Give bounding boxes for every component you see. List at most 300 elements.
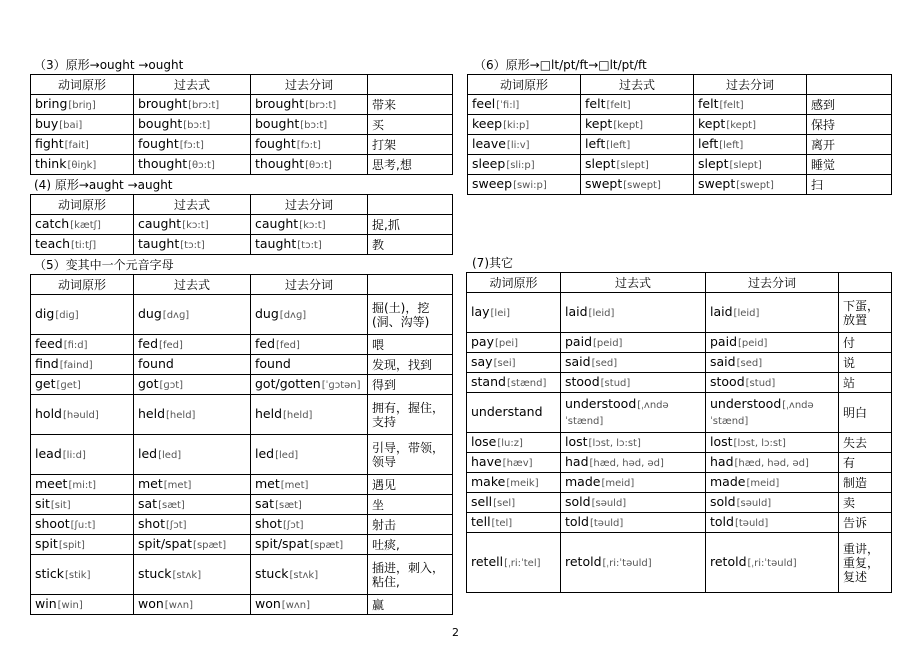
- table-row: [31, 215, 453, 235]
- verb-word: retold: [565, 553, 602, 569]
- phonetic: [kɔ:t]: [182, 219, 209, 231]
- phonetic: [hæd, həd, əd]: [589, 457, 664, 469]
- past-tense-cell: [561, 353, 706, 373]
- phonetic: [fait]: [64, 139, 89, 151]
- meaning-cell: 说: [839, 353, 892, 373]
- phonetic: [səuld]: [736, 497, 772, 509]
- table-s3: [30, 74, 453, 175]
- phonetic: [ti:tʃ]: [71, 239, 97, 251]
- past-participle-cell: [706, 293, 839, 333]
- verb-word: caught: [138, 215, 182, 231]
- table-s7: [466, 272, 892, 593]
- past-participle-cell: [706, 373, 839, 393]
- column-header: [368, 275, 453, 295]
- phonetic: [bɔ:t]: [183, 119, 211, 131]
- meaning-cell: 重讲，重复，复述: [839, 533, 892, 593]
- phonetic: [peid]: [593, 337, 623, 349]
- verb-word: retell: [471, 553, 504, 569]
- base-form-cell: [31, 435, 134, 475]
- table-row: [31, 155, 453, 175]
- verb-word: make: [471, 473, 506, 489]
- verb-word: shot: [138, 515, 165, 531]
- phonetic: [briŋ]: [68, 99, 96, 111]
- table-row: [31, 395, 453, 435]
- table-row: [31, 135, 453, 155]
- phonetic: [ʃɔt]: [282, 519, 304, 531]
- phonetic: [ɡet]: [56, 379, 81, 391]
- verb-word: met: [255, 475, 280, 491]
- phonetic: [lɔst, lɔ:st]: [733, 437, 786, 449]
- phonetic: [ki:p]: [503, 119, 530, 131]
- verb-word: win: [35, 595, 57, 611]
- column-header: [368, 75, 453, 95]
- phonetic: [led]: [158, 449, 182, 461]
- meaning-cell: 离开: [807, 135, 892, 155]
- past-participle-cell: [251, 595, 368, 615]
- phonetic: [ʃu:t]: [70, 519, 96, 531]
- meaning-cell: 拥有，握住，支持: [368, 395, 453, 435]
- verb-word: lay: [471, 303, 490, 319]
- verb-word: sell: [471, 493, 493, 509]
- header-row: [31, 275, 453, 295]
- table-s4: [30, 194, 453, 255]
- table-row: [467, 453, 892, 473]
- phonetic: [peid]: [738, 337, 768, 349]
- table-row: [467, 533, 892, 593]
- meaning-cell: 射击: [368, 515, 453, 535]
- column-header: 过去分词: [694, 75, 807, 95]
- phonetic: [stud]: [600, 377, 631, 389]
- past-participle-cell: [251, 555, 368, 595]
- past-participle-cell: [694, 115, 807, 135]
- verb-word: brought: [138, 95, 188, 111]
- base-form-cell: [31, 555, 134, 595]
- verb-word: swept: [585, 175, 623, 191]
- phonetic: [fɔ:t]: [179, 139, 204, 151]
- verb-word: spit/spat: [255, 535, 310, 551]
- base-form-cell: [468, 95, 581, 115]
- base-form-cell: [31, 215, 134, 235]
- verb-word: say: [471, 353, 493, 369]
- phonetic: [faind]: [59, 359, 93, 371]
- verb-word: stuck: [255, 565, 289, 581]
- verb-word: led: [138, 445, 158, 461]
- verb-word: meet: [35, 475, 68, 491]
- verb-word: hold: [35, 405, 62, 421]
- table-row: [31, 535, 453, 555]
- table-row: [467, 353, 892, 373]
- column-header: [807, 75, 892, 95]
- verb-word: fought: [138, 135, 179, 151]
- phonetic: [tɔ:t]: [297, 239, 322, 251]
- verb-word: sold: [565, 493, 591, 509]
- past-tense-cell: [134, 535, 251, 555]
- meaning-cell: 制造: [839, 473, 892, 493]
- verb-word: spit: [35, 535, 58, 551]
- past-participle-cell: [706, 333, 839, 353]
- phonetic: [spæt]: [193, 539, 227, 551]
- past-tense-cell: [561, 293, 706, 333]
- table-row: [468, 135, 892, 155]
- phonetic: [ˌʌndəˈstænd]: [710, 399, 814, 427]
- base-form-cell: [468, 115, 581, 135]
- base-form-cell: [467, 373, 561, 393]
- table-row: [467, 473, 892, 493]
- base-form-cell: [468, 155, 581, 175]
- phonetic: [stʌk]: [289, 569, 319, 581]
- base-form-cell: [467, 333, 561, 353]
- base-form-cell: [468, 175, 581, 195]
- table-row: [31, 375, 453, 395]
- phonetic: [met]: [163, 479, 192, 491]
- base-form-cell: [31, 495, 134, 515]
- verb-word: leave: [472, 135, 506, 151]
- phonetic: [ˌri:ˈtel]: [504, 557, 541, 569]
- past-tense-cell: [134, 595, 251, 615]
- table-row: [468, 95, 892, 115]
- phonetic: [hæv]: [502, 457, 533, 469]
- phonetic: [təuld]: [589, 517, 624, 529]
- verb-word: thought: [255, 155, 305, 171]
- meaning-cell: 睡觉: [807, 155, 892, 175]
- base-form-cell: [31, 515, 134, 535]
- verb-word: spit/spat: [138, 535, 193, 551]
- phonetic: [kætʃ]: [70, 219, 101, 231]
- phonetic: [ˌʌndəˈstænd]: [565, 399, 669, 427]
- past-participle-cell: [251, 215, 368, 235]
- phonetic: [dʌɡ]: [162, 309, 190, 321]
- phonetic: [leid]: [733, 307, 760, 319]
- meaning-cell: 保持: [807, 115, 892, 135]
- verb-word: have: [471, 453, 502, 469]
- verb-word: got: [138, 375, 159, 391]
- header-row: [468, 75, 892, 95]
- verb-word: bought: [138, 115, 183, 131]
- phonetic: [met]: [280, 479, 309, 491]
- table-row: [467, 293, 892, 333]
- past-participle-cell: [251, 295, 368, 335]
- past-tense-cell: [581, 175, 694, 195]
- verb-word: slept: [698, 155, 729, 171]
- verb-word: stuck: [138, 565, 172, 581]
- column-header: 动词原形: [31, 195, 134, 215]
- verb-word: paid: [710, 333, 738, 349]
- base-form-cell: [31, 155, 134, 175]
- phonetic: [fɔ:t]: [296, 139, 321, 151]
- phonetic: [stud]: [745, 377, 776, 389]
- phonetic: [tel]: [491, 517, 513, 529]
- phonetic: [felt]: [719, 99, 744, 111]
- past-participle-cell: [251, 155, 368, 175]
- verb-word: sweep: [472, 175, 513, 191]
- verb-word: said: [565, 353, 591, 369]
- verb-word: felt: [698, 95, 719, 111]
- past-participle-cell: [251, 395, 368, 435]
- phonetic: [leid]: [588, 307, 615, 319]
- verb-word: left: [698, 135, 719, 151]
- column-header: 动词原形: [31, 75, 134, 95]
- phonetic: [felt]: [606, 99, 631, 111]
- phonetic: [hæd, həd, əd]: [734, 457, 809, 469]
- phonetic: [diɡ]: [55, 309, 79, 321]
- phonetic: [held]: [283, 409, 313, 421]
- past-participle-cell: [251, 475, 368, 495]
- base-form-cell: [31, 235, 134, 255]
- verb-word: kept: [698, 115, 726, 131]
- phonetic: [sit]: [50, 499, 71, 511]
- verb-word: had: [710, 453, 734, 469]
- table-row: [467, 393, 892, 433]
- verb-word: feel: [472, 95, 496, 111]
- table-row: [31, 555, 453, 595]
- base-form-cell: [467, 353, 561, 373]
- phonetic: [sel]: [493, 497, 516, 509]
- past-tense-cell: [134, 475, 251, 495]
- verb-word: fought: [255, 135, 296, 151]
- verb-word: paid: [565, 333, 593, 349]
- header-row: [31, 195, 453, 215]
- verb-word: led: [255, 445, 275, 461]
- verb-word: bought: [255, 115, 300, 131]
- past-participle-cell: [251, 515, 368, 535]
- phonetic: [brɔ:t]: [305, 99, 337, 111]
- phonetic: [səuld]: [591, 497, 627, 509]
- past-participle-cell: [694, 175, 807, 195]
- meaning-cell: 吐痰,: [368, 535, 453, 555]
- column-header: 过去式: [134, 195, 251, 215]
- meaning-cell: 打架: [368, 135, 453, 155]
- base-form-cell: [31, 115, 134, 135]
- section-6-title: （6）原形→□lt/pt/ft→□lt/pt/ft: [474, 58, 647, 72]
- table-row: [31, 235, 453, 255]
- meaning-cell: 发现，找到: [368, 355, 453, 375]
- phonetic: [spit]: [58, 539, 85, 551]
- phonetic: [lei]: [490, 307, 511, 319]
- verb-word: shot: [255, 515, 282, 531]
- base-form-cell: [467, 493, 561, 513]
- phonetic: [sæt]: [158, 499, 185, 511]
- table-row: [31, 295, 453, 335]
- verb-word: sleep: [472, 155, 506, 171]
- verb-word: lost: [565, 433, 588, 449]
- column-header: 过去式: [581, 75, 694, 95]
- past-tense-cell: [134, 115, 251, 135]
- past-participle-cell: [251, 95, 368, 115]
- verb-word: sit: [35, 495, 50, 511]
- meaning-cell: 坐: [368, 495, 453, 515]
- verb-word: won: [138, 595, 164, 611]
- verb-word: retold: [710, 553, 747, 569]
- meaning-cell: 感到: [807, 95, 892, 115]
- verb-word: kept: [585, 115, 613, 131]
- table-row: [468, 115, 892, 135]
- table-row: [31, 495, 453, 515]
- verb-word: find: [35, 355, 59, 371]
- phonetic: [spæt]: [310, 539, 344, 551]
- past-participle-cell: [251, 335, 368, 355]
- past-tense-cell: [134, 135, 251, 155]
- verb-word: dig: [35, 305, 55, 321]
- phonetic: [kept]: [613, 119, 643, 131]
- past-participle-cell: [251, 355, 368, 375]
- base-form-cell: [31, 95, 134, 115]
- verb-word: made: [565, 473, 601, 489]
- meaning-cell: 捉,抓: [368, 215, 453, 235]
- column-header: 动词原形: [31, 275, 134, 295]
- base-form-cell: [31, 135, 134, 155]
- base-form-cell: [31, 375, 134, 395]
- meaning-cell: 赢: [368, 595, 453, 615]
- base-form-cell: [31, 295, 134, 335]
- header-row: [467, 273, 892, 293]
- phonetic: [slept]: [729, 159, 762, 171]
- section-4-title: (4) 原形→aught →aught: [34, 178, 173, 192]
- past-participle-cell: [251, 135, 368, 155]
- base-form-cell: [467, 513, 561, 533]
- verb-word: catch: [35, 215, 70, 231]
- phonetic: [stʌk]: [172, 569, 202, 581]
- meaning-cell: 得到: [368, 375, 453, 395]
- verb-word: laid: [565, 303, 588, 319]
- past-participle-cell: [251, 435, 368, 475]
- verb-word: thought: [138, 155, 188, 171]
- phonetic: [ɡɔt]: [159, 379, 184, 391]
- section-5-title: （5）变其中一个元音字母: [34, 258, 174, 272]
- base-form-cell: [467, 473, 561, 493]
- page-number: 2: [452, 626, 459, 639]
- base-form-cell: [467, 453, 561, 473]
- past-tense-cell: [581, 135, 694, 155]
- meaning-cell: 下蛋，放置: [839, 293, 892, 333]
- verb-word: fed: [138, 335, 159, 351]
- verb-word: understood: [710, 395, 782, 411]
- past-participle-cell: [706, 473, 839, 493]
- phonetic: [meid]: [746, 477, 780, 489]
- table-row: [467, 333, 892, 353]
- column-header: 动词原形: [468, 75, 581, 95]
- verb-word: told: [565, 513, 589, 529]
- verb-word: laid: [710, 303, 733, 319]
- past-tense-cell: [561, 433, 706, 453]
- column-header: 过去式: [561, 273, 706, 293]
- past-tense-cell: [561, 473, 706, 493]
- base-form-cell: [467, 293, 561, 333]
- verb-word: bring: [35, 95, 68, 111]
- past-participle-cell: [706, 393, 839, 433]
- verb-word: taught: [255, 235, 297, 251]
- phonetic: [win]: [57, 599, 83, 611]
- table-row: [31, 115, 453, 135]
- past-tense-cell: [581, 95, 694, 115]
- phonetic: [fed]: [276, 339, 300, 351]
- verb-word: dug: [255, 305, 279, 321]
- phonetic: [θɔ:t]: [305, 159, 332, 171]
- table-row: [31, 355, 453, 375]
- past-tense-cell: [134, 235, 251, 255]
- verb-word: buy: [35, 115, 59, 131]
- base-form-cell: [467, 533, 561, 593]
- past-tense-cell: [581, 155, 694, 175]
- meaning-cell: 教: [368, 235, 453, 255]
- phonetic: [left]: [719, 139, 744, 151]
- phonetic: [swept]: [736, 179, 774, 191]
- header-row: [31, 75, 453, 95]
- verb-word: understood: [565, 395, 637, 411]
- past-participle-cell: [251, 375, 368, 395]
- phonetic: [held]: [166, 409, 196, 421]
- meaning-cell: 站: [839, 373, 892, 393]
- section-7-title: (7)其它: [472, 256, 513, 270]
- verb-word: shoot: [35, 515, 70, 531]
- past-tense-cell: [134, 515, 251, 535]
- past-participle-cell: [251, 535, 368, 555]
- column-header: 过去式: [134, 75, 251, 95]
- base-form-cell: [467, 433, 561, 453]
- column-header: 过去分词: [251, 75, 368, 95]
- phonetic: [θiŋk]: [67, 159, 97, 171]
- verb-word: made: [710, 473, 746, 489]
- meaning-cell: 失去: [839, 433, 892, 453]
- verb-word: lost: [710, 433, 733, 449]
- verb-word: found: [138, 355, 174, 371]
- phonetic: [lu:z]: [497, 437, 523, 449]
- verb-word: sat: [138, 495, 158, 511]
- verb-word: keep: [472, 115, 503, 131]
- column-header: [839, 273, 892, 293]
- phonetic: [meik]: [506, 477, 539, 489]
- verb-word: won: [255, 595, 281, 611]
- meaning-cell: 带来: [368, 95, 453, 115]
- meaning-cell: 付: [839, 333, 892, 353]
- verb-word: brought: [255, 95, 305, 111]
- phonetic: [tɔ:t]: [180, 239, 205, 251]
- meaning-cell: 引导，带领，领导: [368, 435, 453, 475]
- table-row: [467, 513, 892, 533]
- column-header: 动词原形: [467, 273, 561, 293]
- past-participle-cell: [706, 533, 839, 593]
- past-tense-cell: [134, 375, 251, 395]
- past-participle-cell: [694, 95, 807, 115]
- verb-word: said: [710, 353, 736, 369]
- meaning-cell: 掘(土)，挖(洞、沟等): [368, 295, 453, 335]
- past-participle-cell: [251, 495, 368, 515]
- phonetic: [swi:p]: [513, 179, 547, 191]
- phonetic: [fed]: [159, 339, 183, 351]
- past-tense-cell: [581, 115, 694, 135]
- verb-word: fight: [35, 135, 64, 151]
- past-participle-cell: [706, 513, 839, 533]
- phonetic: [fi:d]: [63, 339, 88, 351]
- base-form-cell: [468, 135, 581, 155]
- phonetic: [sli:p]: [506, 159, 535, 171]
- meaning-cell: 喂: [368, 335, 453, 355]
- meaning-cell: 告诉: [839, 513, 892, 533]
- meaning-cell: 扫: [807, 175, 892, 195]
- verb-word: pay: [471, 333, 494, 349]
- base-form-cell: [31, 395, 134, 435]
- phonetic: [stænd]: [506, 377, 547, 389]
- past-tense-cell: [561, 453, 706, 473]
- phonetic: [stik]: [65, 569, 91, 581]
- phonetic: [wʌn]: [281, 599, 311, 611]
- verb-word: stick: [35, 565, 64, 581]
- phonetic: [sei]: [493, 357, 516, 369]
- table-row: [31, 335, 453, 355]
- past-tense-cell: [134, 335, 251, 355]
- past-participle-cell: [706, 453, 839, 473]
- phonetic: [ˈɡɔtən]: [321, 379, 361, 391]
- phonetic: [ˈfi:l]: [496, 99, 520, 111]
